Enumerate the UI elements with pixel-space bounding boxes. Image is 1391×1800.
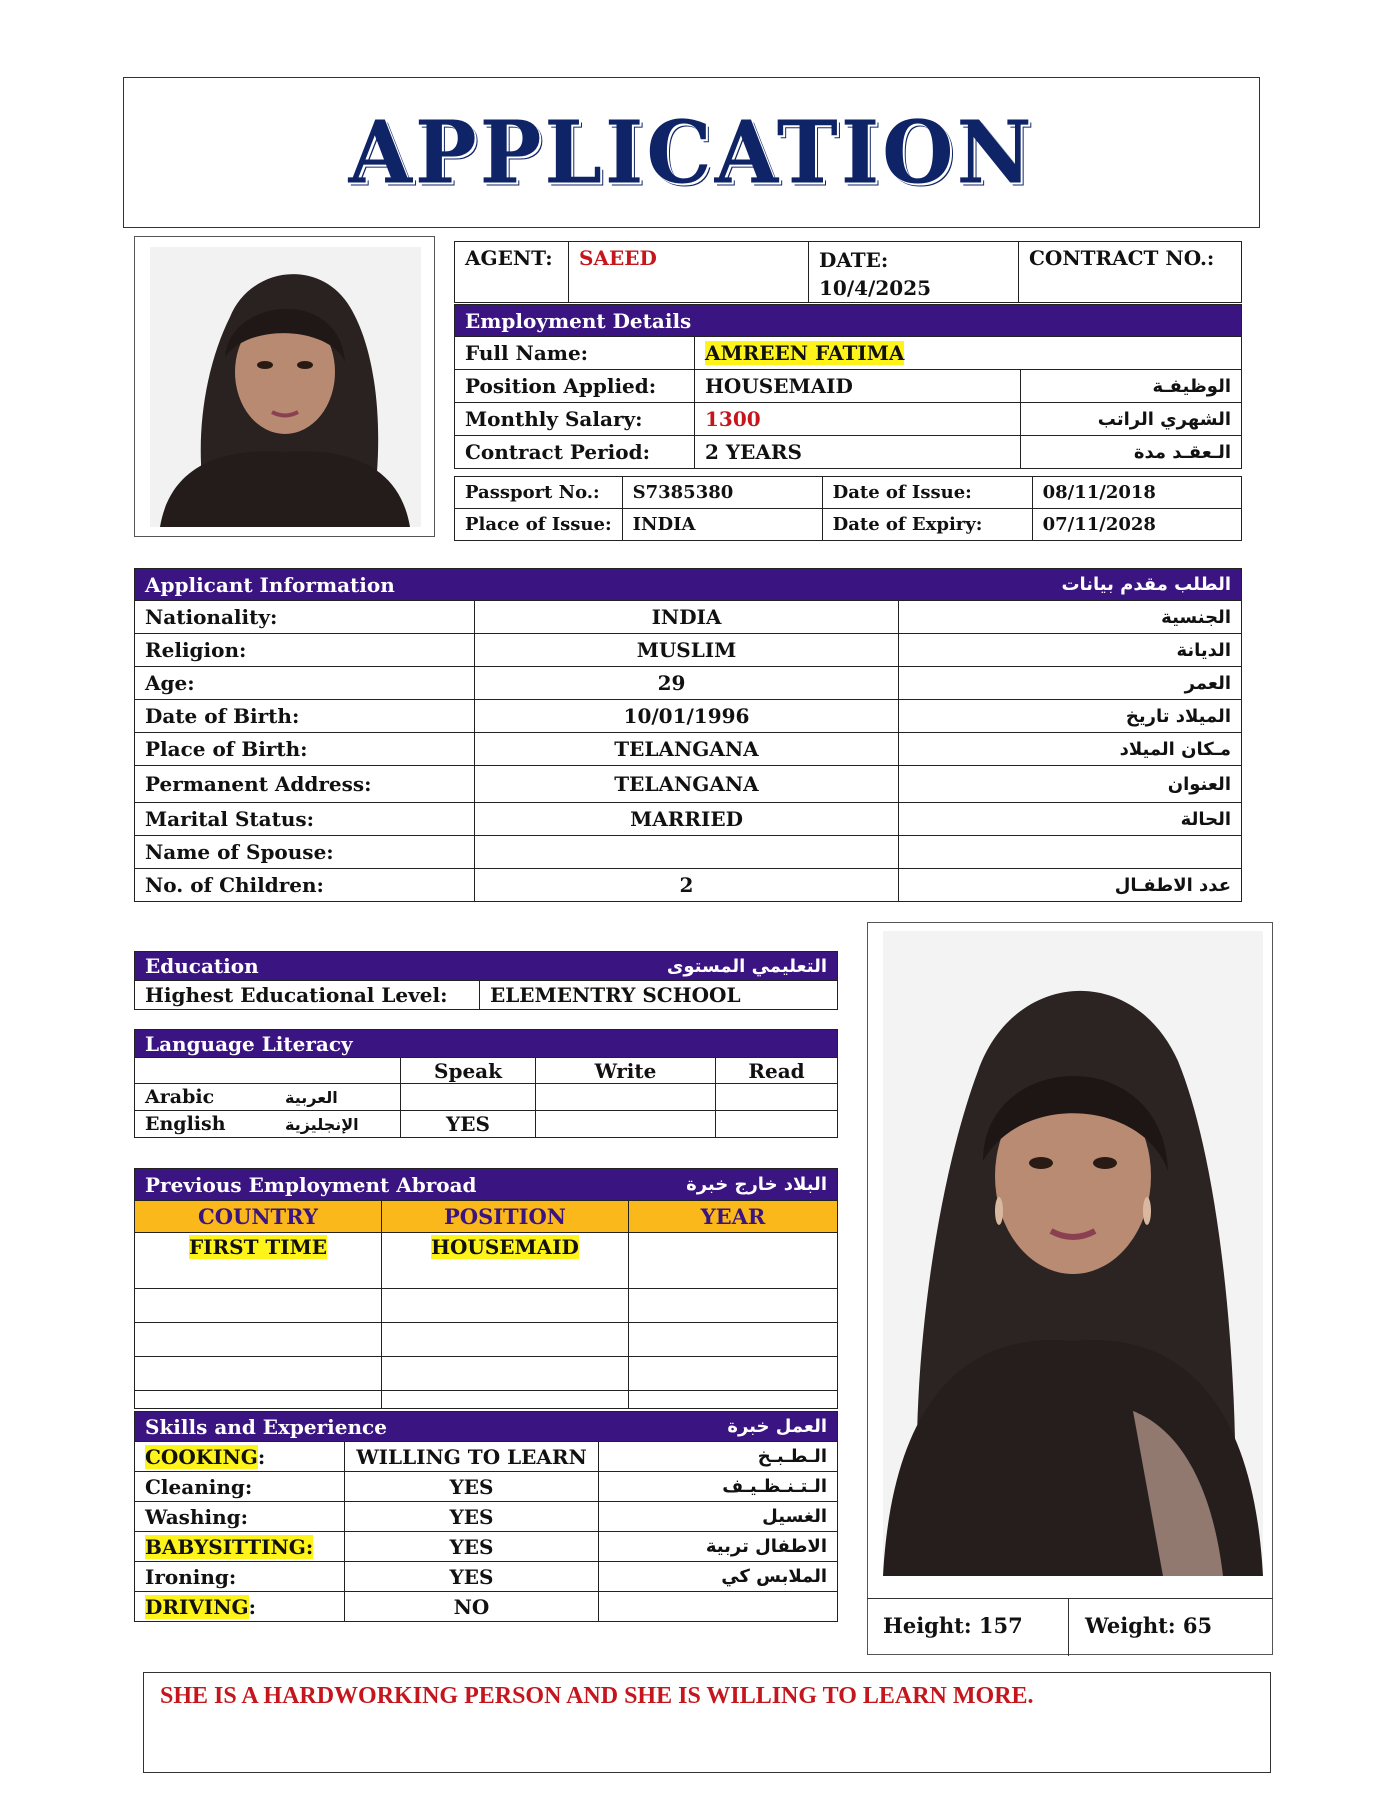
age-label: Age:: [135, 667, 475, 700]
agent-table: [454, 241, 1242, 303]
position-label: Position Applied:: [455, 370, 695, 403]
passport-no-value: S7385380: [622, 477, 822, 509]
english-label-ar: الإنجليزية: [285, 1115, 359, 1134]
skill-cleaning-label: Cleaning:: [135, 1472, 345, 1502]
skill-cooking-value: WILLING TO LEARN: [345, 1442, 599, 1472]
applicant-row: [135, 667, 1242, 700]
spouse-label: Name of Spouse:: [135, 836, 475, 869]
arabic-speak: [401, 1084, 536, 1111]
arabic-label: Arabic: [145, 1086, 215, 1108]
issue-date-value: 08/11/2018: [1032, 477, 1241, 509]
skill-babysitting-label: [135, 1532, 345, 1562]
skill-cooking-label: [135, 1442, 345, 1472]
empty-cell: [135, 1357, 382, 1391]
contract-period-ar: الـعقـد مدة: [1021, 436, 1242, 469]
english-write: [536, 1111, 716, 1138]
address-value: TELANGANA: [475, 766, 899, 803]
cooking-text: COOKING: [145, 1444, 258, 1469]
skill-driving-ar: [599, 1592, 838, 1622]
applicant-photo-small: [150, 247, 421, 527]
education-table: [134, 951, 838, 1010]
pob-label: Place of Birth:: [135, 733, 475, 766]
english-speak: YES: [401, 1111, 536, 1138]
children-label: No. of Children:: [135, 869, 475, 902]
empty-cell: [629, 1391, 838, 1409]
spouse-value: [475, 836, 899, 869]
previous-employment-table: [134, 1168, 838, 1409]
remark-text: SHE IS A HARDWORKING PERSON AND SHE IS WILLING TO LEARN MORE.: [160, 1683, 1034, 1709]
empty-cell: [629, 1323, 838, 1357]
date-value: 10/4/2025: [819, 276, 932, 300]
age-value: 29: [475, 667, 899, 700]
empty-cell: [382, 1391, 629, 1409]
place-issue-value: INDIA: [622, 509, 822, 541]
position-value: HOUSEMAID: [695, 370, 1021, 403]
applicant-row: [135, 733, 1242, 766]
weight-value: Weight: 65: [1085, 1613, 1213, 1638]
driving-text: DRIVING: [145, 1594, 249, 1619]
prev-position: HOUSEMAID: [431, 1235, 579, 1259]
driving-colon: :: [248, 1594, 256, 1619]
previous-heading: Previous Employment Abroad: [135, 1169, 629, 1201]
contract-label: CONTRACT NO.:: [1019, 242, 1242, 303]
measurements-row: [867, 1598, 1273, 1656]
education-heading: Education: [135, 952, 480, 981]
applicant-row: [135, 700, 1242, 733]
skill-cleaning-ar: الـتـنـظـيـف: [599, 1472, 838, 1502]
dob-value: 10/01/1996: [475, 700, 899, 733]
write-header: Write: [536, 1058, 716, 1084]
empty-cell: [629, 1289, 838, 1323]
skill-ironing-value: YES: [345, 1562, 599, 1592]
full-name-value: AMREEN FATIMA: [705, 341, 905, 365]
skill-cooking-ar: الـطـبـخ: [599, 1442, 838, 1472]
education-level-value: ELEMENTRY SCHOOL: [480, 981, 838, 1010]
applicant-row: [135, 634, 1242, 667]
religion-ar: الديانة: [899, 634, 1242, 667]
read-header: Read: [716, 1058, 838, 1084]
height-value: Height: 157: [867, 1599, 1069, 1656]
skill-washing-ar: الغسيل: [599, 1502, 838, 1532]
skill-washing-label: Washing:: [135, 1502, 345, 1532]
applicant-row: [135, 803, 1242, 836]
nationality-label: Nationality:: [135, 601, 475, 634]
prev-position-cell: [382, 1233, 629, 1289]
arabic-read: [716, 1084, 838, 1111]
empty-cell: [382, 1323, 629, 1357]
education-heading-ar: التعليمي المستوى: [480, 952, 838, 981]
applicant-photo-large: [883, 931, 1263, 1576]
applicant-row: [135, 766, 1242, 803]
pob-value: TELANGANA: [475, 733, 899, 766]
nationality-value: INDIA: [475, 601, 899, 634]
skill-driving-value: NO: [345, 1592, 599, 1622]
empty-cell: [135, 1289, 382, 1323]
english-label: English: [145, 1113, 226, 1135]
agent-value: SAEED: [569, 242, 809, 303]
page-title: APPLICATION: [348, 102, 1035, 203]
title-box: [123, 77, 1260, 228]
children-ar: عدد الاطفـال: [899, 869, 1242, 902]
applicant-row: [135, 601, 1242, 634]
empty-cell: [135, 1323, 382, 1357]
arabic-row-label: [135, 1084, 401, 1111]
employment-table: [454, 304, 1242, 469]
empty-cell: [382, 1357, 629, 1391]
language-blank-header: [135, 1058, 401, 1084]
cooking-colon: :: [257, 1444, 266, 1469]
skill-babysitting-ar: الاطفال تربية: [599, 1532, 838, 1562]
issue-date-label: Date of Issue:: [822, 477, 1032, 509]
skill-cleaning-value: YES: [345, 1472, 599, 1502]
dob-label: Date of Birth:: [135, 700, 475, 733]
arabic-write: [536, 1084, 716, 1111]
skills-heading: Skills and Experience: [135, 1412, 599, 1442]
education-level-label: Highest Educational Level:: [135, 981, 480, 1010]
large-photo-frame: [867, 922, 1273, 1655]
spouse-ar: [899, 836, 1242, 869]
applicant-heading: Applicant Information: [135, 569, 899, 601]
prev-country-cell: [135, 1233, 382, 1289]
english-row-label: [135, 1111, 401, 1138]
salary-label: Monthly Salary:: [455, 403, 695, 436]
skill-ironing-label: Ironing:: [135, 1562, 345, 1592]
salary-ar: الشهري الراتب: [1021, 403, 1242, 436]
skill-babysitting-value: YES: [345, 1532, 599, 1562]
marital-ar: الحالة: [899, 803, 1242, 836]
marital-value: MARRIED: [475, 803, 899, 836]
language-table: [134, 1029, 838, 1138]
arabic-label-ar: العربية: [285, 1088, 338, 1107]
english-read: [716, 1111, 838, 1138]
applicant-heading-ar: الطلب مقدم بيانات: [899, 569, 1242, 601]
prev-country: FIRST TIME: [188, 1235, 328, 1259]
expiry-value: 07/11/2028: [1032, 509, 1241, 541]
small-photo-frame: [134, 236, 435, 537]
skill-driving-label: [135, 1592, 345, 1622]
employment-heading: Employment Details: [455, 305, 1242, 337]
remark-box: [143, 1672, 1271, 1773]
babysitting-text: BABYSITTING:: [145, 1534, 314, 1559]
contract-period-value: 2 YEARS: [695, 436, 1021, 469]
religion-label: Religion:: [135, 634, 475, 667]
agent-label: AGENT:: [455, 242, 569, 303]
skills-heading-ar: العمل خبرة: [599, 1412, 838, 1442]
previous-heading-ar: البلاد خارج خبرة: [629, 1169, 838, 1201]
position-ar: الوظيفـة: [1021, 370, 1242, 403]
address-label: Permanent Address:: [135, 766, 475, 803]
religion-value: MUSLIM: [475, 634, 899, 667]
prev-year: [629, 1233, 838, 1289]
year-header: YEAR: [629, 1201, 838, 1233]
pob-ar: مـكان الميلاد: [899, 733, 1242, 766]
position-header: POSITION: [382, 1201, 629, 1233]
applicant-row: [135, 869, 1242, 902]
salary-value: 1300: [695, 403, 1021, 436]
empty-cell: [382, 1289, 629, 1323]
dob-ar: الميلاد تاريخ: [899, 700, 1242, 733]
skill-ironing-ar: الملابس كي: [599, 1562, 838, 1592]
skills-table: [134, 1411, 838, 1622]
expiry-label: Date of Expiry:: [822, 509, 1032, 541]
applicant-row: [135, 836, 1242, 869]
children-value: 2: [475, 869, 899, 902]
empty-cell: [135, 1391, 382, 1409]
full-name-cell: [695, 337, 1242, 370]
contract-period-label: Contract Period:: [455, 436, 695, 469]
date-cell: [809, 242, 1019, 303]
empty-cell: [629, 1357, 838, 1391]
applicant-table: [134, 568, 1242, 902]
address-ar: العنوان: [899, 766, 1242, 803]
full-name-label: Full Name:: [455, 337, 695, 370]
marital-label: Marital Status:: [135, 803, 475, 836]
speak-header: Speak: [401, 1058, 536, 1084]
place-issue-label: Place of Issue:: [455, 509, 623, 541]
skill-washing-value: YES: [345, 1502, 599, 1532]
language-heading: Language Literacy: [135, 1030, 838, 1058]
date-label: DATE:: [819, 248, 889, 272]
passport-no-label: Passport No.:: [455, 477, 623, 509]
passport-table: [454, 476, 1242, 541]
nationality-ar: الجنسية: [899, 601, 1242, 634]
country-header: COUNTRY: [135, 1201, 382, 1233]
age-ar: العمر: [899, 667, 1242, 700]
